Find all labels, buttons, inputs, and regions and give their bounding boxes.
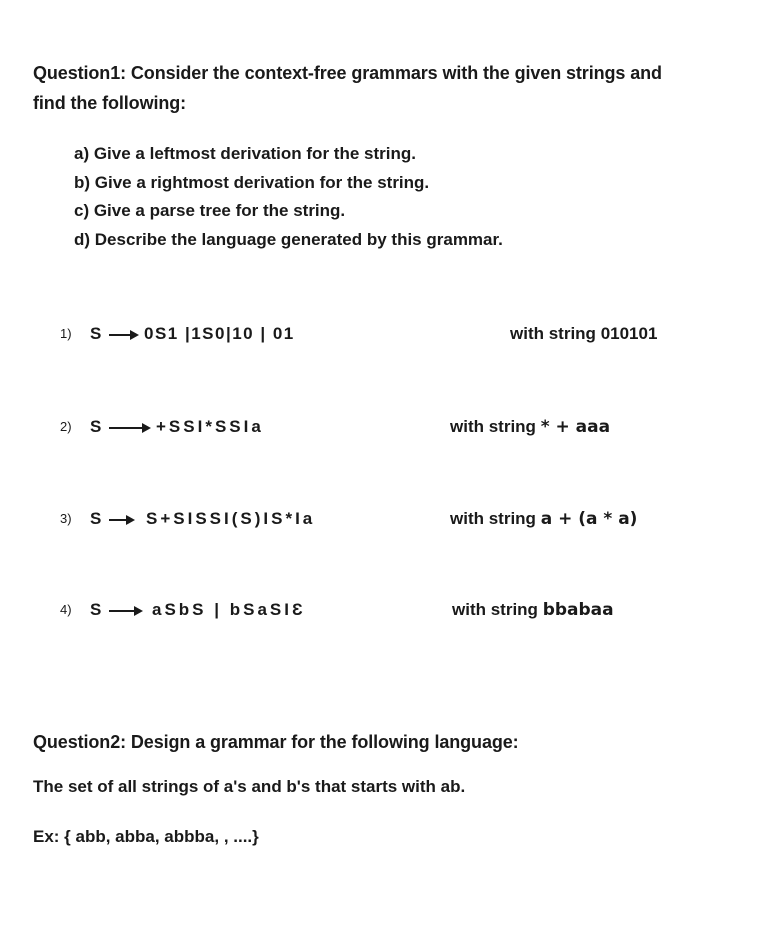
grammar-rhs: +SSI*SSIa — [156, 417, 264, 436]
grammar-rhs: 0S1 |1S0|10 | 01 — [144, 324, 295, 343]
question1-title-line1: Question1: Consider the context-free grammars with the given strings and — [33, 63, 662, 83]
grammar-rhs: aSbS | bSaSIƐ — [152, 600, 306, 619]
right-arrow-icon — [108, 604, 144, 618]
grammar-string — [510, 324, 657, 344]
grammar-row-2 — [60, 415, 760, 445]
grammar-number: 4) — [60, 602, 72, 617]
right-arrow-icon — [108, 421, 152, 435]
with-string-label: with string — [510, 324, 596, 343]
grammar-string — [450, 509, 637, 529]
question1-title-line2: find the following: — [33, 93, 187, 113]
question2-example: Ex: { abb, abba, abbba, , ....} — [33, 827, 259, 846]
grammar-lhs: S — [90, 324, 102, 343]
grammar-row-1 — [60, 322, 760, 352]
question2-description: The set of all strings of a's and b's that starts with ab. — [33, 777, 466, 796]
target-string: a + (a * a) — [540, 509, 638, 529]
right-arrow-icon — [108, 328, 140, 342]
grammar-row-3 — [60, 507, 760, 537]
grammar-number: 3) — [60, 511, 72, 526]
grammar-number: 2) — [60, 419, 72, 434]
grammar-string — [450, 417, 610, 437]
with-string-label: with string — [450, 509, 536, 528]
target-string: * + aaa — [540, 417, 611, 437]
grammar-rhs: S+SISSI(S)IS*Ia — [146, 509, 316, 528]
grammar-lhs: S — [90, 600, 102, 619]
grammar-lhs: S — [90, 417, 102, 436]
right-arrow-icon — [108, 513, 136, 527]
question1-title — [33, 58, 763, 118]
question1-task-list — [74, 140, 503, 254]
grammar-string — [452, 600, 614, 620]
grammar-lhs: S — [90, 509, 102, 528]
with-string-label: with string — [452, 600, 538, 619]
target-string: bbabaa — [542, 600, 614, 620]
target-string: 010101 — [600, 324, 658, 343]
with-string-label: with string — [450, 417, 536, 436]
task-item-a: a) Give a leftmost derivation for the string. — [74, 144, 416, 163]
task-item-b: b) Give a rightmost derivation for the string. — [74, 172, 430, 192]
question2-title: Question2: Design a grammar for the following language: — [33, 732, 519, 752]
task-item-c: c) Give a parse tree for the string. — [74, 201, 346, 220]
task-item-d: d) Describe the language generated by this grammar. — [74, 229, 503, 249]
grammar-number: 1) — [60, 326, 72, 341]
grammar-row-4 — [60, 598, 760, 628]
